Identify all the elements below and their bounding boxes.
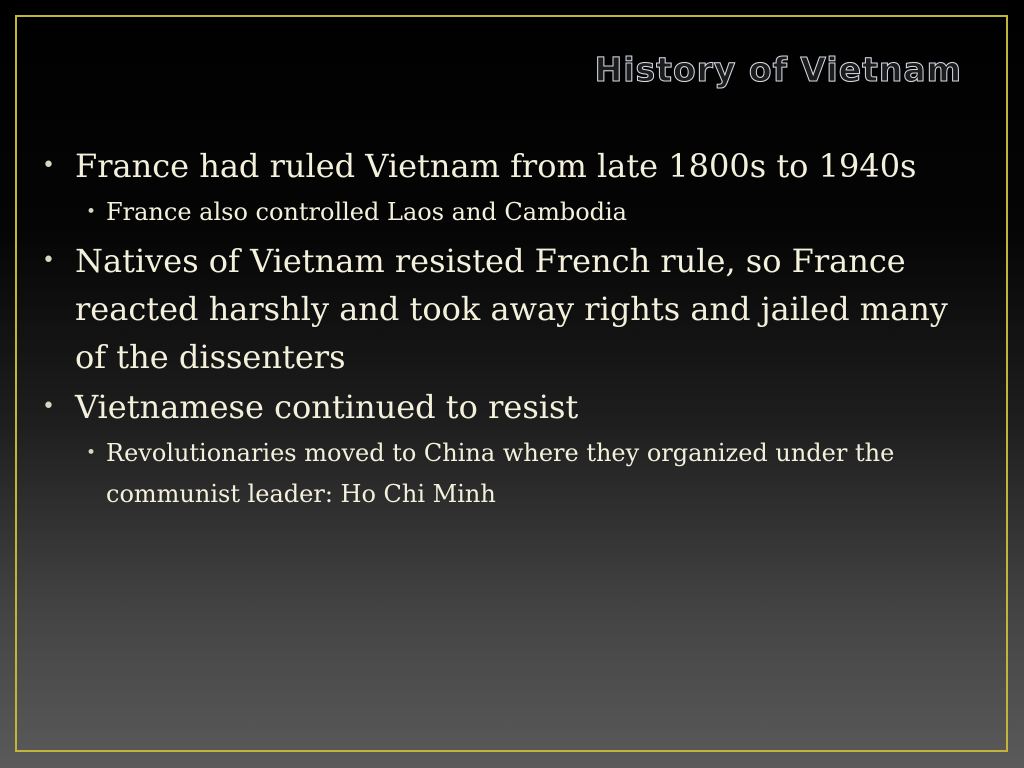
bullet-dot-icon: • xyxy=(42,248,55,273)
bullet-dot-icon: • xyxy=(86,443,97,463)
bullet-dot-icon: • xyxy=(42,394,55,419)
bullet-item xyxy=(42,383,977,431)
sub-bullet-text: France also controlled Laos and Cambodia xyxy=(106,198,627,226)
bullet-item xyxy=(42,237,977,381)
bullet-text: Natives of Vietnam resisted French rule, so France reacted harshly and took away rights and jailed many of the dissenters xyxy=(75,242,948,376)
bullet-dot-icon: • xyxy=(42,153,55,178)
sub-bullet-item xyxy=(42,433,977,515)
bullet-text: Vietnamese continued to resist xyxy=(75,388,579,426)
slide-title: History of Vietnam xyxy=(594,50,962,89)
bullet-text: France had ruled Vietnam from late 1800s to 1940s xyxy=(75,147,917,185)
sub-bullet-item xyxy=(42,192,977,233)
bullet-dot-icon: • xyxy=(86,202,97,222)
bullet-list xyxy=(42,142,977,519)
sub-bullet-text: Revolutionaries moved to China where they organized under the communist leader: Ho Chi Minh xyxy=(106,439,895,508)
bullet-item xyxy=(42,142,977,190)
